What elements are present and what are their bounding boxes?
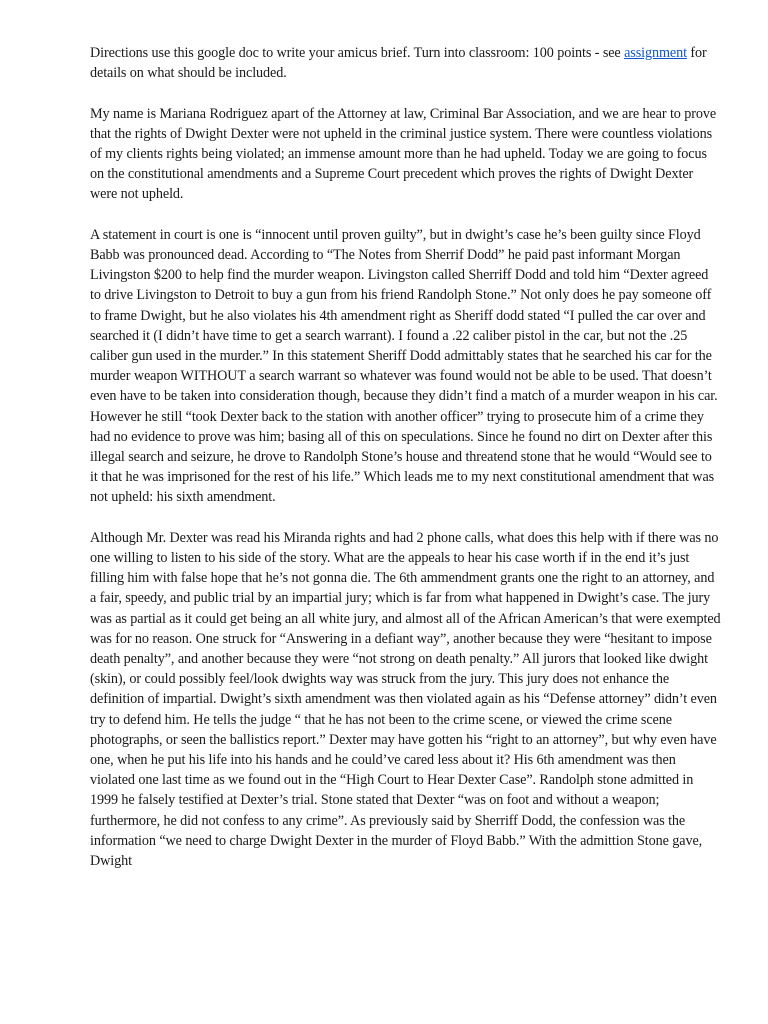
document-body (90, 43, 722, 891)
directions-paragraph (90, 43, 722, 83)
fourth-amendment-paragraph: A statement in court is one is “innocent until proven guilty”, but in dwight’s case he’s been guilty since Floyd Babb was pronounced dead. According to “The Notes from Sherrif Dodd” he paid past informant Morgan Livingston $200 to help find the murder weapon. Livingston called Sherriff Dodd and told him “Dexter agreed to drive Livingston to Detroit to buy a gun from his friend Randolph Stone.” Not only does he pay someone off to frame Dwight, but he also violates his 4th amendment right as Sheriff dodd stated “I pulled the car over and searched it (I didn’t have time to get a search warrant). I found a .22 caliber pistol in the car, but not the .25 caliber gun used in the murder.” In this statement Sheriff Dodd admittably states that he searched his car for the murder weapon WITHOUT a search warrant so whatever was found would not be able to be used. That doesn’t even have to be taken into consideration though, because they didn’t find a match of a murder weapon in his car. However he still “took Dexter back to the station with another officer” trying to prosecute him of a crime they had no evidence to prove was him; basing all of this on speculations. Since he found no dirt on Dexter after this illegal search and seizure, he drove to Randolph Stone’s house and threatend stone that he would “Would see to it that he was imprisoned for the rest of his life.” Which leads me to my next constitutional amendment that was not upheld: his sixth amendment. (90, 226, 718, 506)
assignment-link[interactable]: assignment (624, 45, 687, 61)
sixth-amendment-paragraph: Although Mr. Dexter was read his Miranda rights and had 2 phone calls, what does this help with if there was no one willing to listen to his side of the story. What are the appeals to hear his case worth if in the end it’s just filling him with false hope that he’s not gonna die. The 6th ammendment grants one the right to an attorney, and a fair, speedy, and public trial by an impartial jury; which is far from what happened in Dwight’s case. The jury was as partial as it could get being an all white jury, and almost all of the African American’s that were exempted was for no reason. One struck for “Answering in a defiant way”, another because they were “hesitant to impose death penalty”, and another because they were “not strong on death penalty.” All jurors that looked like dwight (skin), or could possibly feel/look dwights way was struck from the jury. This jury does not enhance the definition of impartial. Dwight’s sixth amendment was then violated again as his “Defense attorney” didn’t even try to defend him. He tells the judge “ that he has not been to the crime scene, or viewed the crime scene photographs, or seen the ballistics report.” Dexter may have gotten his “right to an attorney”, but why even have one, when he put his life into his hands and he could’ve cared less about it? His 6th amendment was then violated one last time as we found out in the “High Court to Hear Dexter Case”. Randolph stone admitted in 1999 he falsely testified at Dexter’s trial. Stone stated that Dexter “was on foot and without a weapon; furthermore, he did not confess to any crime”. As previously said by Sherriff Dodd, the confession was the information “we need to charge Dwight Dexter in the murder of Floyd Babb.” With the admittion Stone gave, Dwight (90, 529, 721, 870)
directions-text: Directions use this google doc to write your amicus brief. Turn into classroom: 100 points - see (90, 45, 625, 61)
intro-paragraph: My name is Mariana Rodriguez apart of the Attorney at law, Criminal Bar Association, and we are hear to prove that the rights of Dwight Dexter were not upheld in the criminal justice system. There were countless violations of my clients rights being violated; an immense amount more than he had upheld. Today we are going to focus on the constitutional amendments and a Supreme Court precedent which proves the rights of Dwight Dexter were not upheld. (90, 105, 717, 203)
directions-text-end: for details on what should be included. (90, 45, 707, 82)
